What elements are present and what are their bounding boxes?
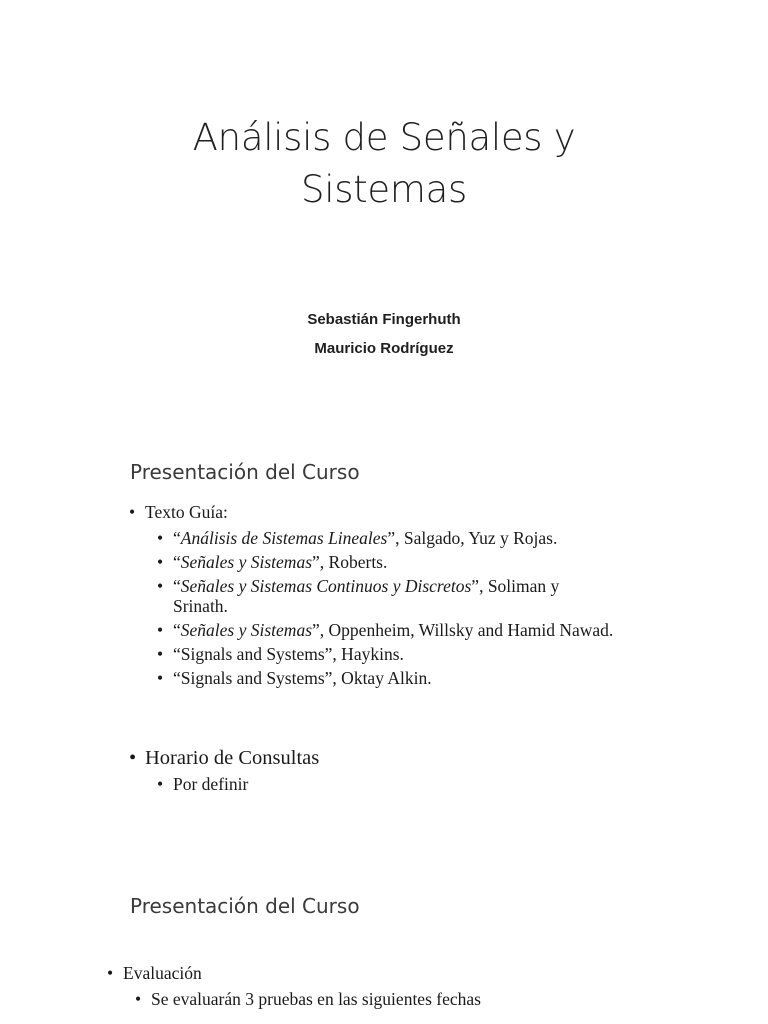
texto-guia-item	[129, 502, 615, 688]
horario-list	[129, 746, 615, 794]
quote-open: “	[173, 620, 181, 640]
reference-title: Señales y Sistemas Continuos y Discretos	[180, 576, 472, 596]
reference-title: Análisis de Sistemas Lineales	[180, 528, 388, 548]
evaluation-slide	[0, 850, 768, 1024]
reference-item	[157, 576, 615, 616]
horario-subitem	[157, 774, 615, 794]
reference-item	[157, 644, 615, 664]
reference-text: “Signals and Systems”, Haykins.	[173, 644, 404, 664]
evaluacion-list	[107, 963, 683, 1009]
reference-title: Señales y Sistemas	[180, 620, 313, 640]
reference-authors: Roberts.	[328, 552, 388, 572]
reference-item	[157, 552, 615, 572]
reference-authors: Oppenheim, Willsky and Hamid Nawad.	[328, 620, 614, 640]
bullet-icon: •	[157, 528, 164, 548]
author-name-1: Sebastián Fingerhuth	[307, 311, 461, 328]
evaluacion-sublist	[135, 989, 683, 1009]
texto-guia-list	[129, 502, 615, 692]
quote-close: ”,	[312, 552, 329, 572]
reference-item	[157, 620, 615, 640]
horario-item	[129, 746, 615, 794]
bullet-icon: •	[157, 668, 164, 688]
slide-title-line-1: Análisis de Señales y	[192, 116, 576, 159]
reference-authors: Salgado, Yuz y Rojas.	[403, 528, 558, 548]
evaluacion-subitem	[135, 989, 683, 1009]
bullet-icon: •	[157, 576, 164, 596]
evaluacion-subitem-text: Se evaluarán 3 pruebas en las siguientes fechas	[151, 989, 481, 1009]
bullet-icon: •	[129, 747, 137, 769]
quote-open: “	[173, 576, 181, 596]
bullet-icon: •	[135, 989, 142, 1009]
section-heading: Presentación del Curso	[130, 894, 360, 918]
texto-guia-label: Texto Guía:	[145, 502, 228, 522]
bullet-icon: •	[129, 502, 136, 522]
slide-title	[0, 112, 768, 216]
horario-subitem-text: Por definir	[173, 774, 249, 794]
evaluacion-item	[107, 963, 683, 1009]
reference-item	[157, 668, 615, 688]
reference-title: Señales y Sistemas	[180, 552, 313, 572]
horario-sublist	[157, 774, 615, 794]
bullet-icon: •	[157, 620, 164, 640]
quote-open: “	[173, 552, 181, 572]
author-name-2: Mauricio Rodríguez	[314, 340, 454, 357]
horario-label: Horario de Consultas	[145, 747, 320, 769]
bullet-icon: •	[157, 774, 164, 794]
quote-open: “	[173, 528, 181, 548]
bullet-icon: •	[157, 552, 164, 572]
title-slide	[0, 0, 768, 430]
reference-item	[157, 528, 615, 548]
course-presentation-slide	[0, 430, 768, 850]
quote-close: ”,	[387, 528, 404, 548]
bullet-icon: •	[157, 644, 164, 664]
quote-close: ”,	[312, 620, 329, 640]
reference-text: “Signals and Systems”, Oktay Alkin.	[173, 668, 432, 688]
reference-list	[157, 528, 615, 688]
evaluacion-label: Evaluación	[123, 963, 202, 983]
reference-authors: Soliman y Srinath.	[173, 576, 560, 616]
bullet-icon: •	[107, 963, 114, 983]
section-heading: Presentación del Curso	[130, 460, 360, 484]
quote-close: ”,	[471, 576, 488, 596]
slide-title-line-2: Sistemas	[301, 168, 467, 211]
